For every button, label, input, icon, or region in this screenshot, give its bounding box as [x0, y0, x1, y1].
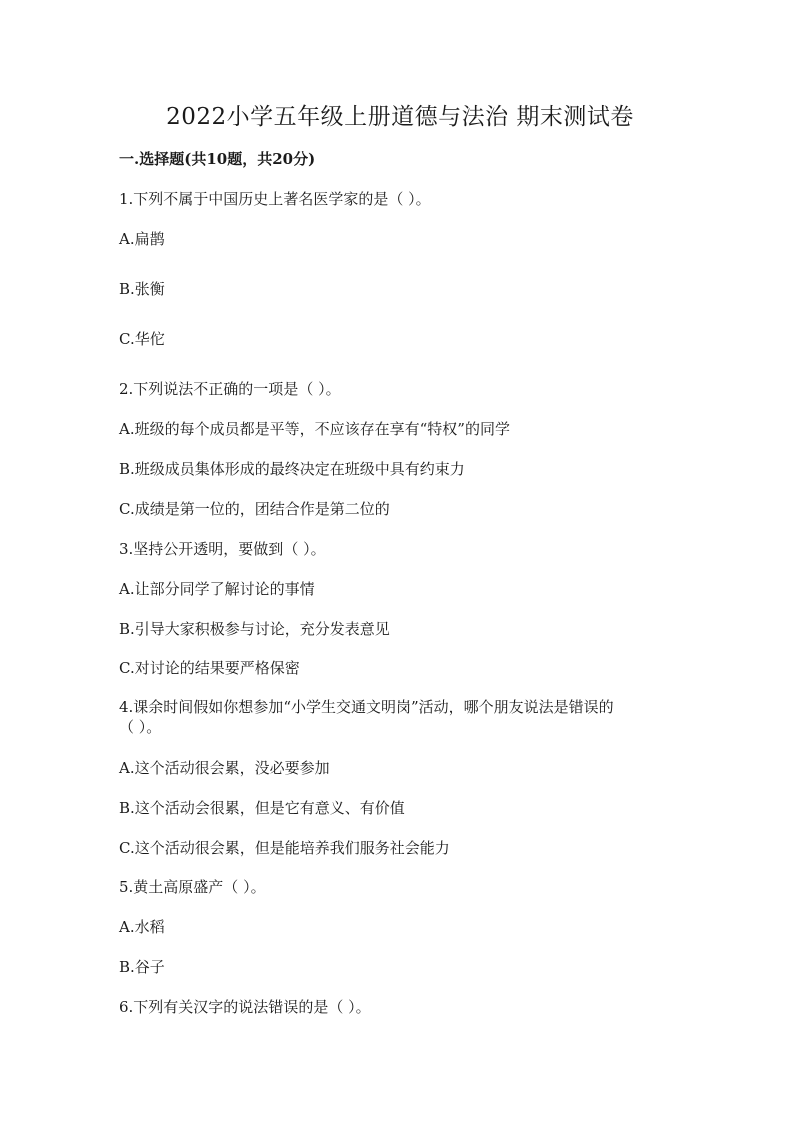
question-5-option-b: B.谷子: [119, 958, 165, 976]
question-3-stem: 3.坚持公开透明，要做到（ ）。: [119, 540, 326, 558]
question-6-stem: 6.下列有关汉字的说法错误的是（ ）。: [119, 998, 371, 1016]
question-3-option-a: A.让部分同学了解讨论的事情: [119, 580, 315, 598]
question-4-option-a: A.这个活动很会累，没必要参加: [119, 759, 330, 777]
question-4-stem-continued: （ ）。: [119, 718, 162, 736]
section-heading: 一.选择题(共10题，共20分): [119, 150, 316, 168]
question-5-option-a: A.水稻: [119, 918, 165, 936]
question-2-option-a: A.班级的每个成员都是平等，不应该存在享有“特权”的同学: [119, 420, 510, 438]
question-3-option-c: C.对讨论的结果要严格保密: [119, 659, 300, 677]
question-1-option-a: A.扁鹊: [119, 230, 165, 248]
exam-title: 2022小学五年级上册道德与法治 期末测试卷: [166, 104, 634, 130]
question-4-option-b: B.这个活动会很累，但是它有意义、有价值: [119, 799, 405, 817]
question-2-option-b: B.班级成员集体形成的最终决定在班级中具有约束力: [119, 460, 465, 478]
question-2-option-c: C.成绩是第一位的，团结合作是第二位的: [119, 500, 390, 518]
question-1-stem: 1.下列不属于中国历史上著名医学家的是（ ）。: [119, 190, 431, 208]
question-3-option-b: B.引导大家积极参与讨论，充分发表意见: [119, 620, 390, 638]
question-1-option-c: C.华佗: [119, 330, 165, 348]
question-1-option-b: B.张衡: [119, 280, 165, 298]
question-4-stem: 4.课余时间假如你想参加“小学生交通文明岗”活动，哪个朋友说法是错误的: [119, 698, 614, 716]
question-5-stem: 5.黄土高原盛产（ ）。: [119, 878, 266, 896]
question-2-stem: 2.下列说法不正确的一项是（ ）。: [119, 380, 341, 398]
question-4-option-c: C.这个活动很会累，但是能培养我们服务社会能力: [119, 839, 450, 857]
